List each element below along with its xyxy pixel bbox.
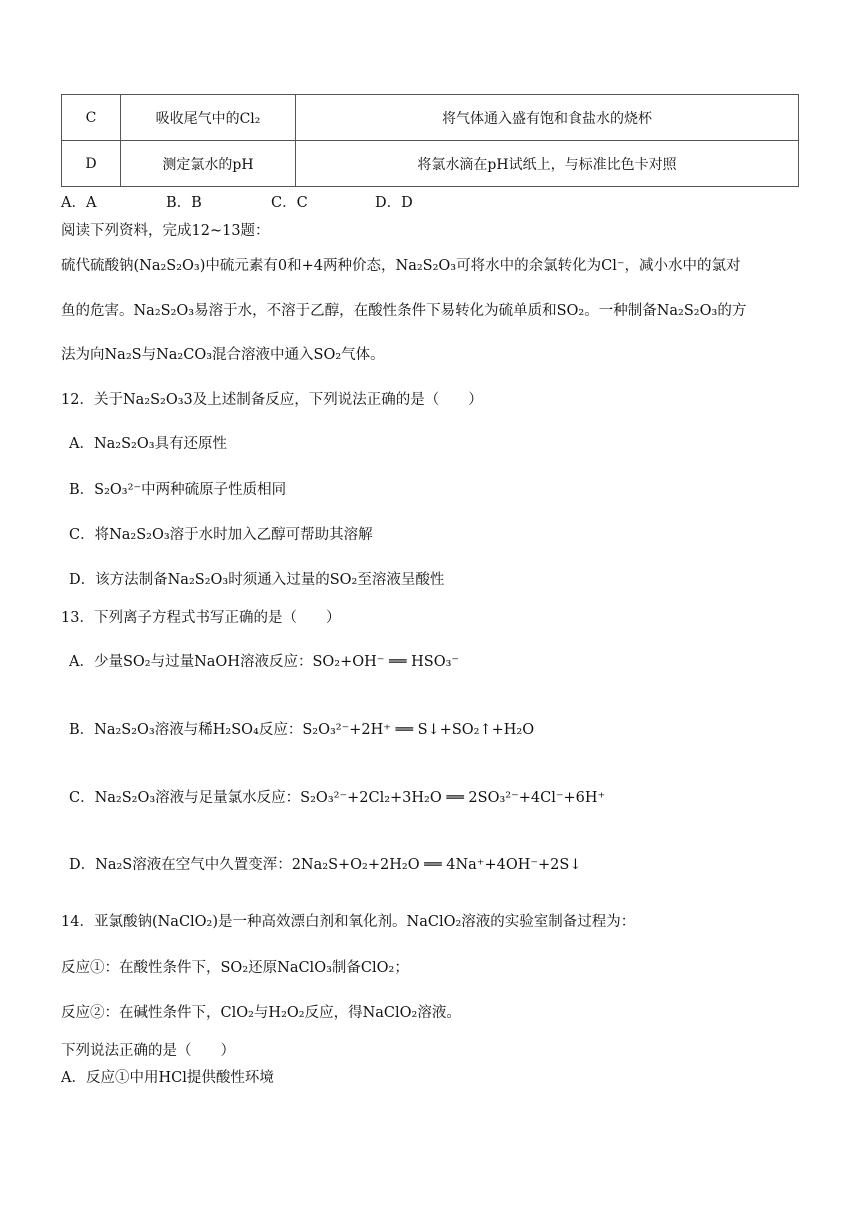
row-label: C [62,95,121,141]
reaction-1-line: 反应①：在酸性条件下，SO₂还原NaClO₃制备ClO₂； [61,960,409,976]
material-paragraph-line: 硫代硫酸钠(Na₂S₂O₃)中硫元素有0和+4两种价态，Na₂S₂O₃可将水中的余氯转化为Cl⁻，减小水中的氯对 [61,258,741,274]
q11-choice-b[interactable]: B．B [166,195,202,211]
q13-option-c[interactable]: C．Na₂S₂O₃溶液与足量氯水反应：S₂O₃²⁻+2Cl₂+3H₂O ══ 2SO₃²⁻+4Cl⁻+6H⁺ [69,790,606,806]
options-table [61,94,799,187]
q12-option-c[interactable]: C．将Na₂S₂O₃溶于水时加入乙醇可帮助其溶解 [69,527,373,543]
row-method: 将氯水滴在pH试纸上，与标准比色卡对照 [296,141,799,187]
q14-option-a[interactable]: A．反应①中用HCl提供酸性环境 [61,1070,274,1086]
question-14-stem: 14．亚氯酸钠(NaClO₂)是一种高效漂白剂和氧化剂。NaClO₂溶液的实验室制备过程为： [61,914,636,930]
question-13-stem: 13．下列离子方程式书写正确的是（ ） [61,610,341,626]
q11-choice-c[interactable]: C．C [271,195,308,211]
q12-option-d[interactable]: D．该方法制备Na₂S₂O₃时须通入过量的SO₂至溶液呈酸性 [69,572,445,588]
reaction-2-line: 反应②：在碱性条件下，ClO₂与H₂O₂反应，得NaClO₂溶液。 [61,1005,461,1021]
q11-choice-a[interactable]: A．A [61,195,97,211]
row-purpose: 吸收尾气中的Cl₂ [121,95,296,141]
q12-option-a[interactable]: A．Na₂S₂O₃具有还原性 [69,436,228,452]
q13-option-a[interactable]: A．少量SO₂与过量NaOH溶液反应：SO₂+OH⁻ ══ HSO₃⁻ [69,654,460,670]
row-purpose: 测定氯水的pH [121,141,296,187]
q13-option-b[interactable]: B．Na₂S₂O₃溶液与稀H₂SO₄反应：S₂O₃²⁻+2H⁺ ══ S↓+SO₂↑+H₂O [69,722,535,738]
material-intro: 阅读下列资料，完成12~13题： [61,223,270,239]
material-paragraph-line: 鱼的危害。Na₂S₂O₃易溶于水，不溶于乙醇，在酸性条件下易转化为硫单质和SO₂。一种制备Na₂S₂O₃的方 [61,303,747,319]
material-paragraph-line: 法为向Na₂S与Na₂CO₃混合溶液中通入SO₂气体。 [61,347,385,363]
question-14-ask: 下列说法正确的是（ ） [61,1043,235,1059]
row-label: D [62,141,121,187]
table-row [62,95,799,141]
table-row [62,141,799,187]
q11-choice-d[interactable]: D．D [375,195,413,211]
q12-option-b[interactable]: B．S₂O₃²⁻中两种硫原子性质相同 [69,482,287,498]
row-method: 将气体通入盛有饱和食盐水的烧杯 [296,95,799,141]
question-12-stem: 12．关于Na₂S₂O₃3及上述制备反应，下列说法正确的是（ ） [61,392,483,408]
q13-option-d[interactable]: D．Na₂S溶液在空气中久置变浑：2Na₂S+O₂+2H₂O ══ 4Na⁺+4OH⁻+2S↓ [69,857,582,873]
